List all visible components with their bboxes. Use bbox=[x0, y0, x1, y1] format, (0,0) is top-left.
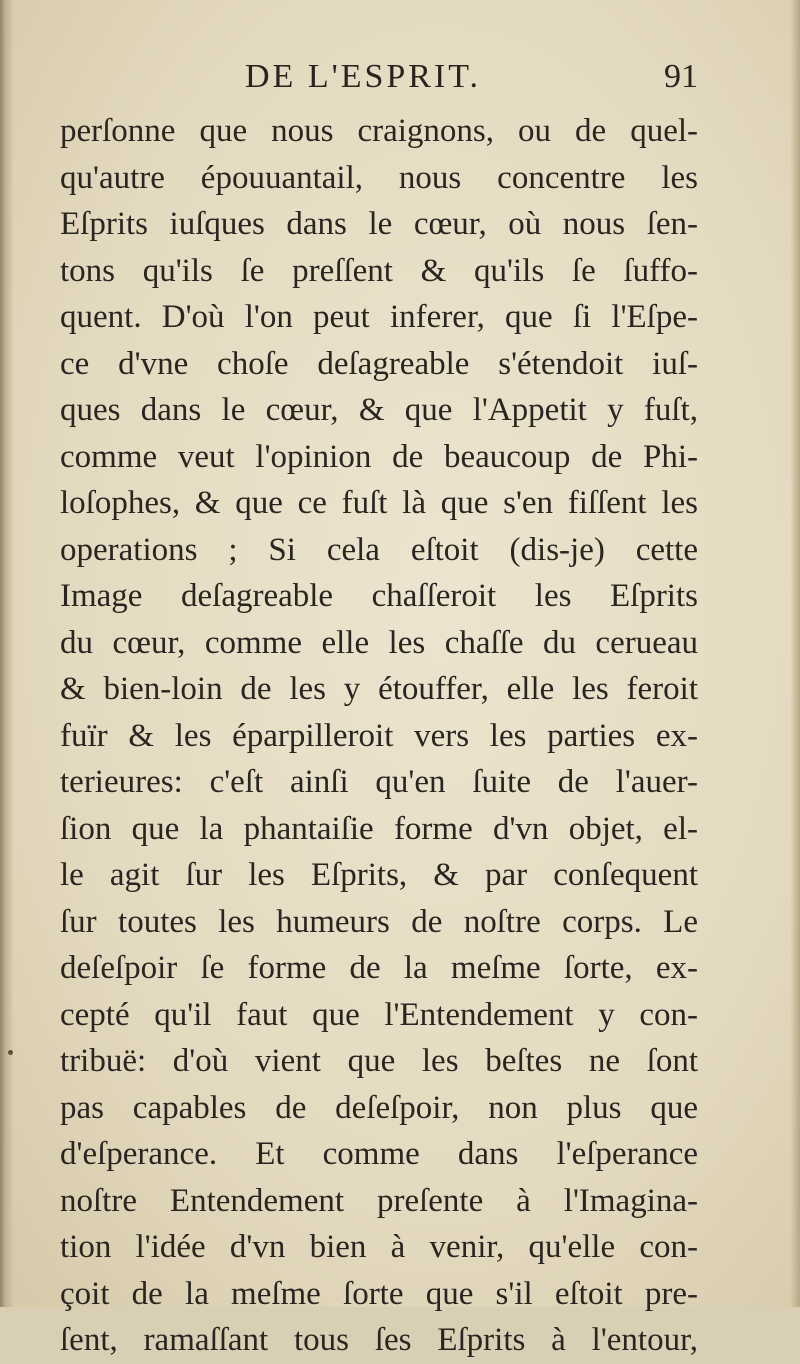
page-number: 91 bbox=[664, 58, 698, 95]
text-line: tons qu'ils ſe preſſent & qu'ils ſe ſuffo- bbox=[60, 252, 698, 289]
text-line: ſent, ramaſſant tous ſes Eſprits à l'entour, bbox=[60, 1322, 698, 1358]
text-line: pas capables de deſeſpoir, non plus que bbox=[60, 1089, 698, 1126]
text-line: ques dans le cœur, & que l'Appetit y fuſt, bbox=[60, 392, 698, 428]
text-line: d'eſperance. Et comme dans l'eſperance bbox=[60, 1136, 698, 1172]
text-line: operations ; Si cela eſtoit (dis-je) cette bbox=[60, 531, 698, 568]
text-line: du cœur, comme elle les chaſſe du cerueau bbox=[60, 624, 698, 661]
text-line: deſeſpoir ſe forme de la meſme ſorte, ex- bbox=[60, 950, 698, 986]
running-head bbox=[60, 58, 698, 102]
text-line: qu'autre épouuantail, nous concentre les bbox=[60, 159, 698, 196]
text-line: terieures: c'eſt ainſi qu'en ſuite de l'auer- bbox=[60, 764, 698, 800]
text-line: tion l'idée d'vn bien à venir, qu'elle con- bbox=[60, 1229, 698, 1265]
text-line: & bien-loin de les y étouffer, elle les feroit bbox=[60, 671, 698, 707]
page-edge bbox=[790, 0, 800, 1307]
text-line: Eſprits iuſques dans le cœur, où nous ſen- bbox=[60, 206, 698, 242]
text-line: quent. D'où l'on peut inferer, que ſi l'Eſpe- bbox=[60, 299, 698, 335]
margin-mark bbox=[8, 1050, 13, 1055]
text-line: cepté qu'il faut que l'Entendement y con- bbox=[60, 996, 698, 1033]
text-line: ſur toutes les humeurs de noſtre corps. Le bbox=[60, 903, 698, 940]
text-line: tribuë: d'où vient que les beſtes ne ſont bbox=[60, 1043, 698, 1079]
text-line: fuïr & les éparpilleroit vers les parties ex- bbox=[60, 717, 698, 754]
text-line: ce d'vne choſe deſagreable s'étendoit iuſ- bbox=[60, 345, 698, 382]
text-line: comme veut l'opinion de beaucoup de Phi- bbox=[60, 438, 698, 475]
text-line: le agit ſur les Eſprits, & par conſequent bbox=[60, 857, 698, 893]
running-head-title: DE L'ESPRIT. bbox=[245, 58, 482, 95]
text-line: çoit de la meſme ſorte que s'il eſtoit pre- bbox=[60, 1275, 698, 1312]
text-line: loſophes, & que ce fuſt là que s'en fiſſent les bbox=[60, 485, 698, 521]
text-line: perſonne que nous craignons, ou de quel- bbox=[60, 113, 698, 149]
gutter-shadow bbox=[0, 0, 14, 1307]
body-text bbox=[60, 108, 698, 1364]
text-line: noſtre Entendement preſente à l'Imagina- bbox=[60, 1182, 698, 1219]
text-line: Image deſagreable chaſſeroit les Eſprits bbox=[60, 578, 698, 614]
text-line: ſion que la phantaiſie forme d'vn objet, el- bbox=[60, 810, 698, 847]
